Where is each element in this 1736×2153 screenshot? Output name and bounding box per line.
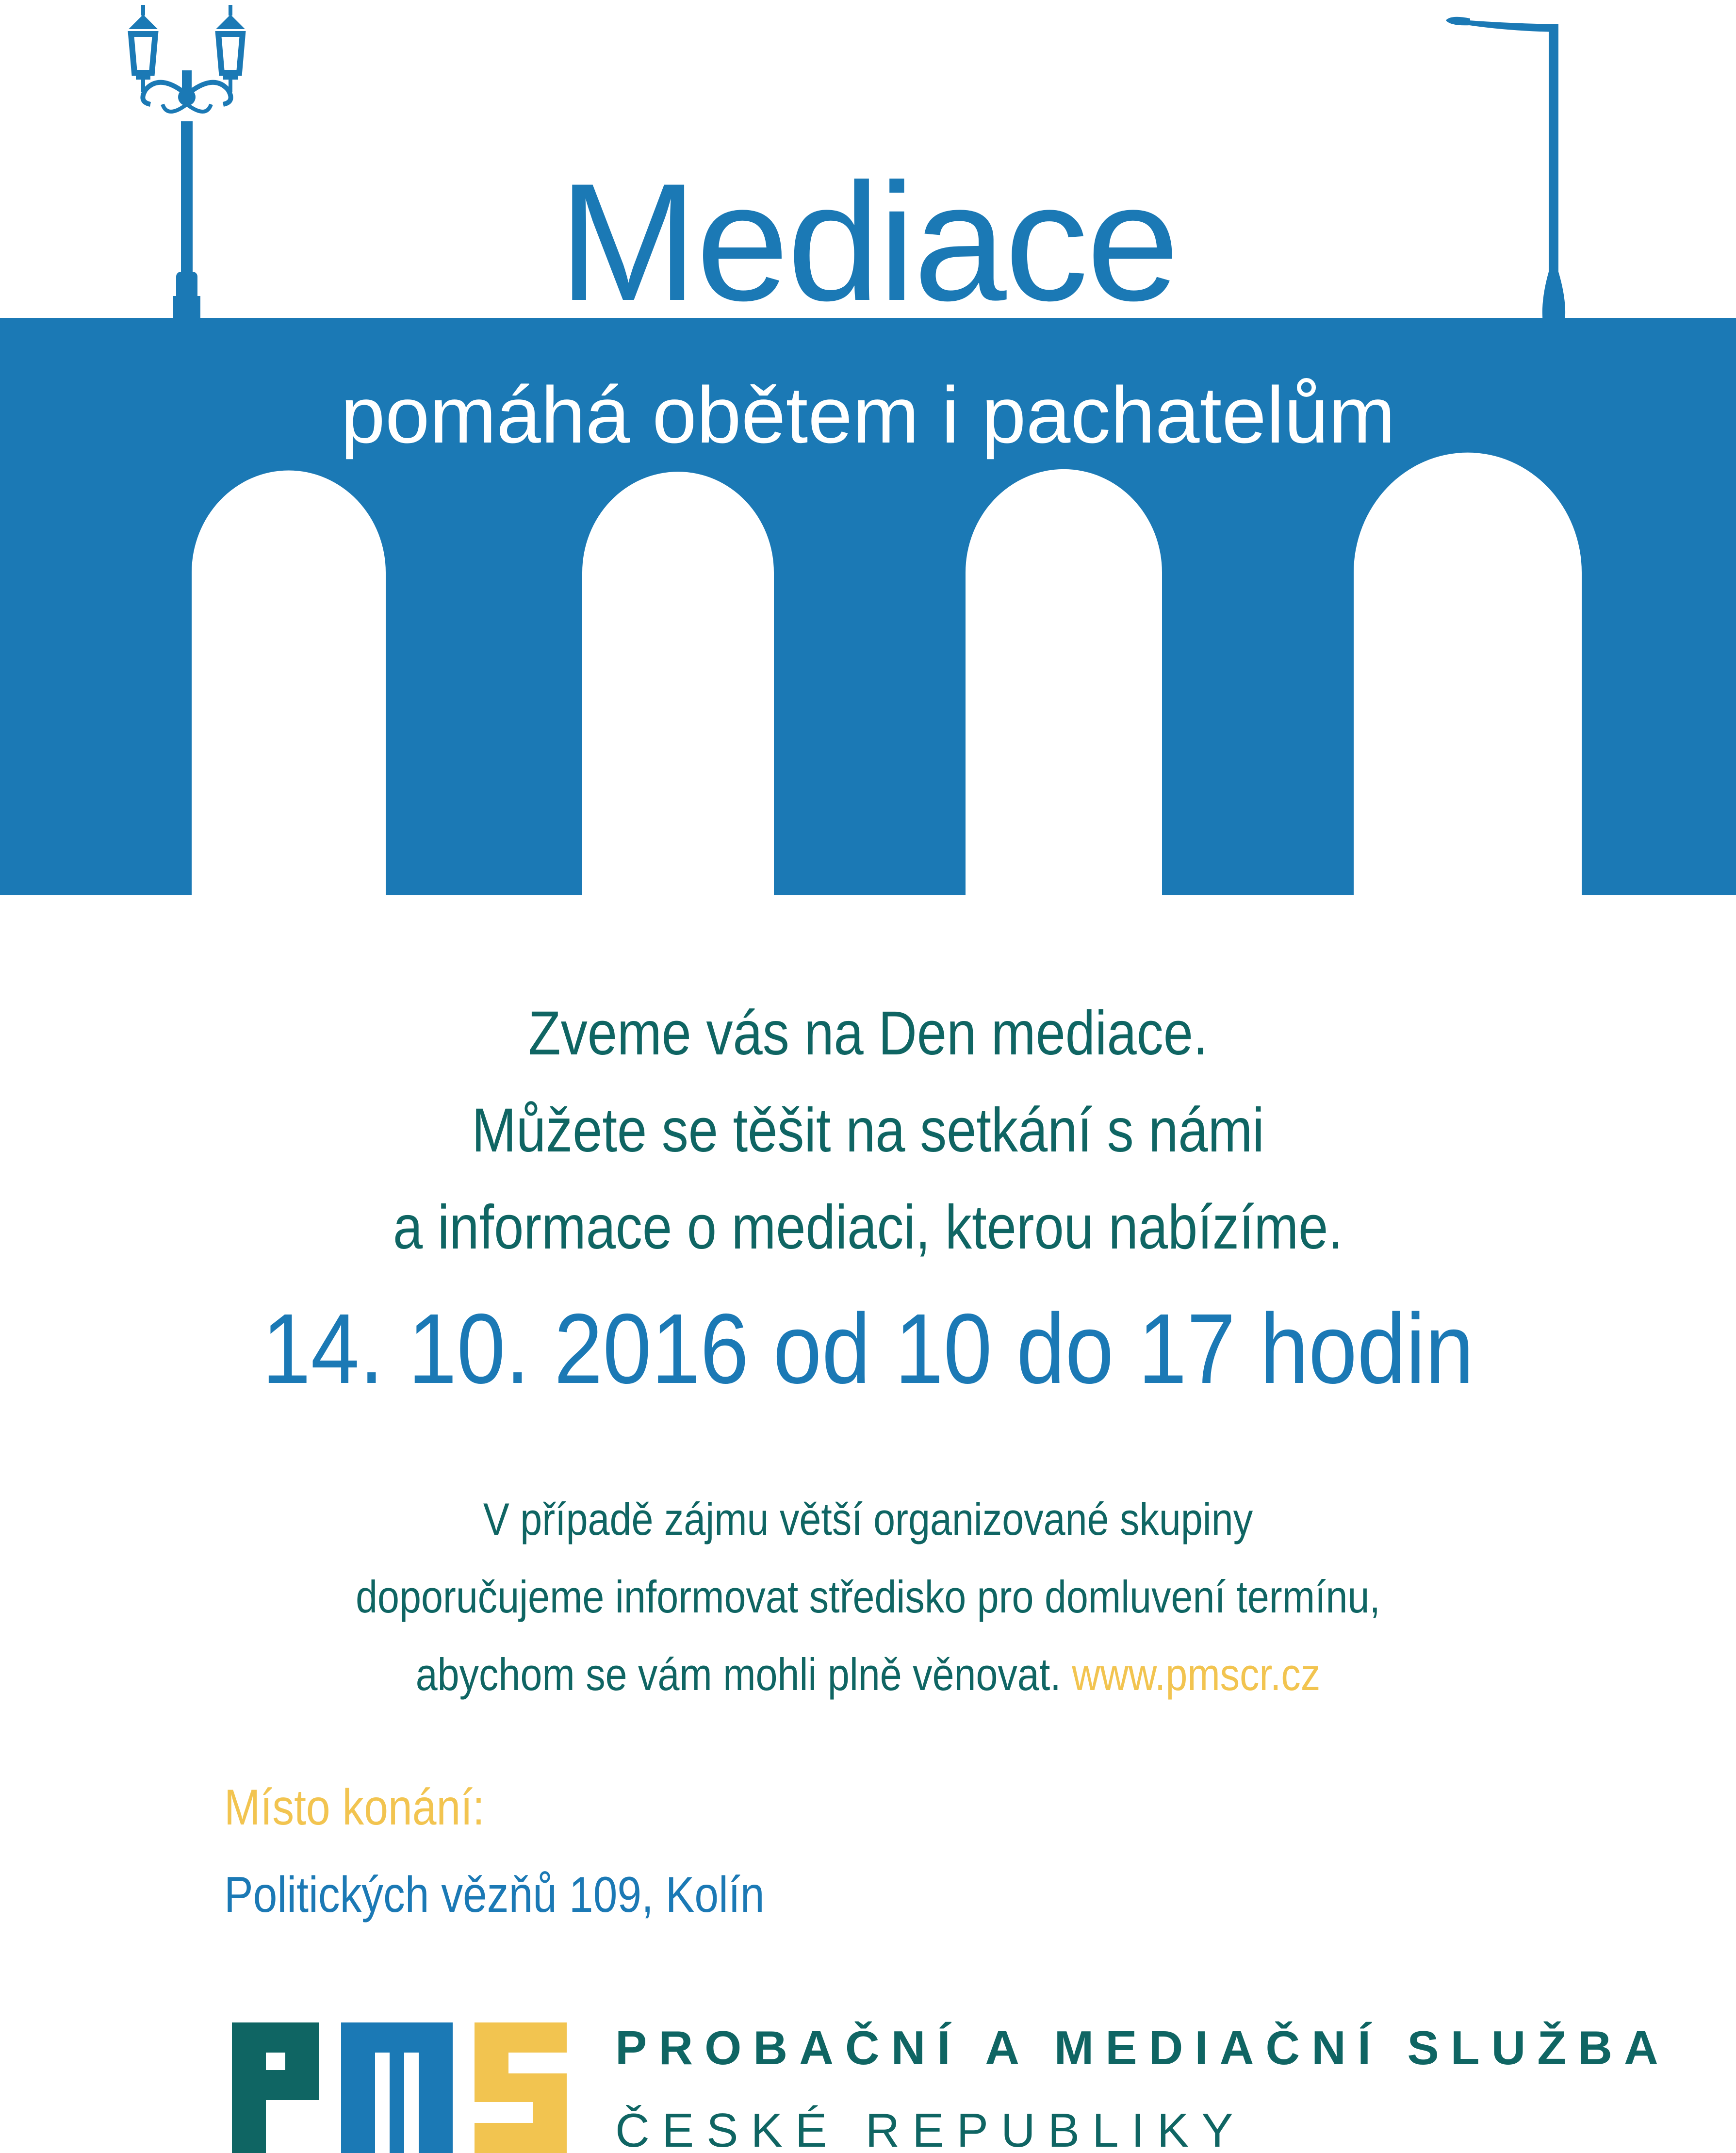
venue-label: Místo konání: — [224, 1779, 485, 1836]
organization-country: ČESKÉ REPUBLIKY — [615, 2104, 1246, 2153]
invitation-line: Můžete se těšit na setkání s námi — [472, 1096, 1264, 1165]
note-line — [121, 1643, 1614, 1706]
page-subtitle: pomáhá obětem i pachatelům — [341, 370, 1395, 460]
invitation-line: Zveme vás na Den mediace. — [528, 999, 1208, 1068]
page-title: Mediace — [558, 149, 1178, 336]
website-link[interactable]: www.pmscr.cz — [1072, 1649, 1321, 1700]
invitation-line: a informace o mediaci, kterou nabízíme. — [393, 1193, 1343, 1262]
organization-name: PROBAČNÍ A MEDIAČNÍ SLUŽBA — [615, 2021, 1670, 2074]
venue-address: Politických vězňů 109, Kolín — [224, 1867, 765, 1923]
note-line: V případě zájmu větší organizované skupiny — [483, 1494, 1253, 1545]
event-date-time: 14. 10. 2016 od 10 do 17 hodin — [262, 1293, 1474, 1404]
note-line: doporučujeme informovat středisko pro domluvení termínu, — [356, 1571, 1380, 1622]
note-line-text: abychom se vám mohli plně věnovat. — [415, 1649, 1061, 1700]
pms-logo-icon — [232, 2022, 567, 2153]
